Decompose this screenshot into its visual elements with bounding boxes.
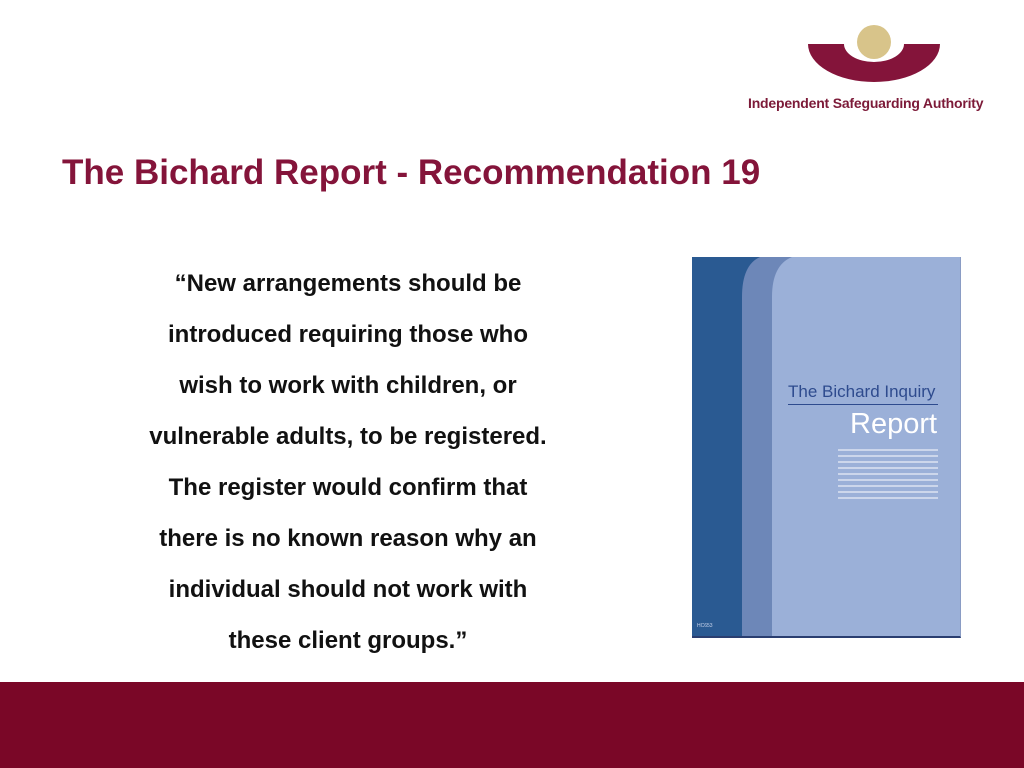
- quote-line: there is no known reason why an: [159, 525, 537, 552]
- quote-line: these client groups.”: [228, 627, 468, 654]
- quote-line: vulnerable adults, to be registered.: [149, 423, 547, 450]
- cover-blurb-lines: [838, 449, 938, 503]
- page-title: The Bichard Report - Recommendation 19: [62, 153, 761, 192]
- isa-logo-mark-icon: [806, 22, 942, 84]
- quote-line: individual should not work with: [168, 576, 528, 603]
- recommendation-quote: [98, 258, 598, 666]
- quote-line: “New arrangements should be: [174, 270, 522, 297]
- isa-logo: [748, 22, 1004, 122]
- quote-line: wish to work with children, or: [179, 372, 517, 399]
- isa-logo-text: Independent Safeguarding Authority: [748, 95, 984, 111]
- cover-title: The Bichard Inquiry: [788, 382, 936, 401]
- quote-line: introduced requiring those who: [168, 321, 528, 348]
- cover-subtitle: Report: [850, 408, 938, 440]
- cover-divider: [788, 404, 938, 405]
- footer-bar: [0, 682, 1024, 768]
- cover-bands-icon: [692, 257, 960, 636]
- report-cover-image: [692, 257, 961, 638]
- quote-line: The register would confirm that: [168, 474, 528, 501]
- cover-code: HC653: [697, 623, 713, 629]
